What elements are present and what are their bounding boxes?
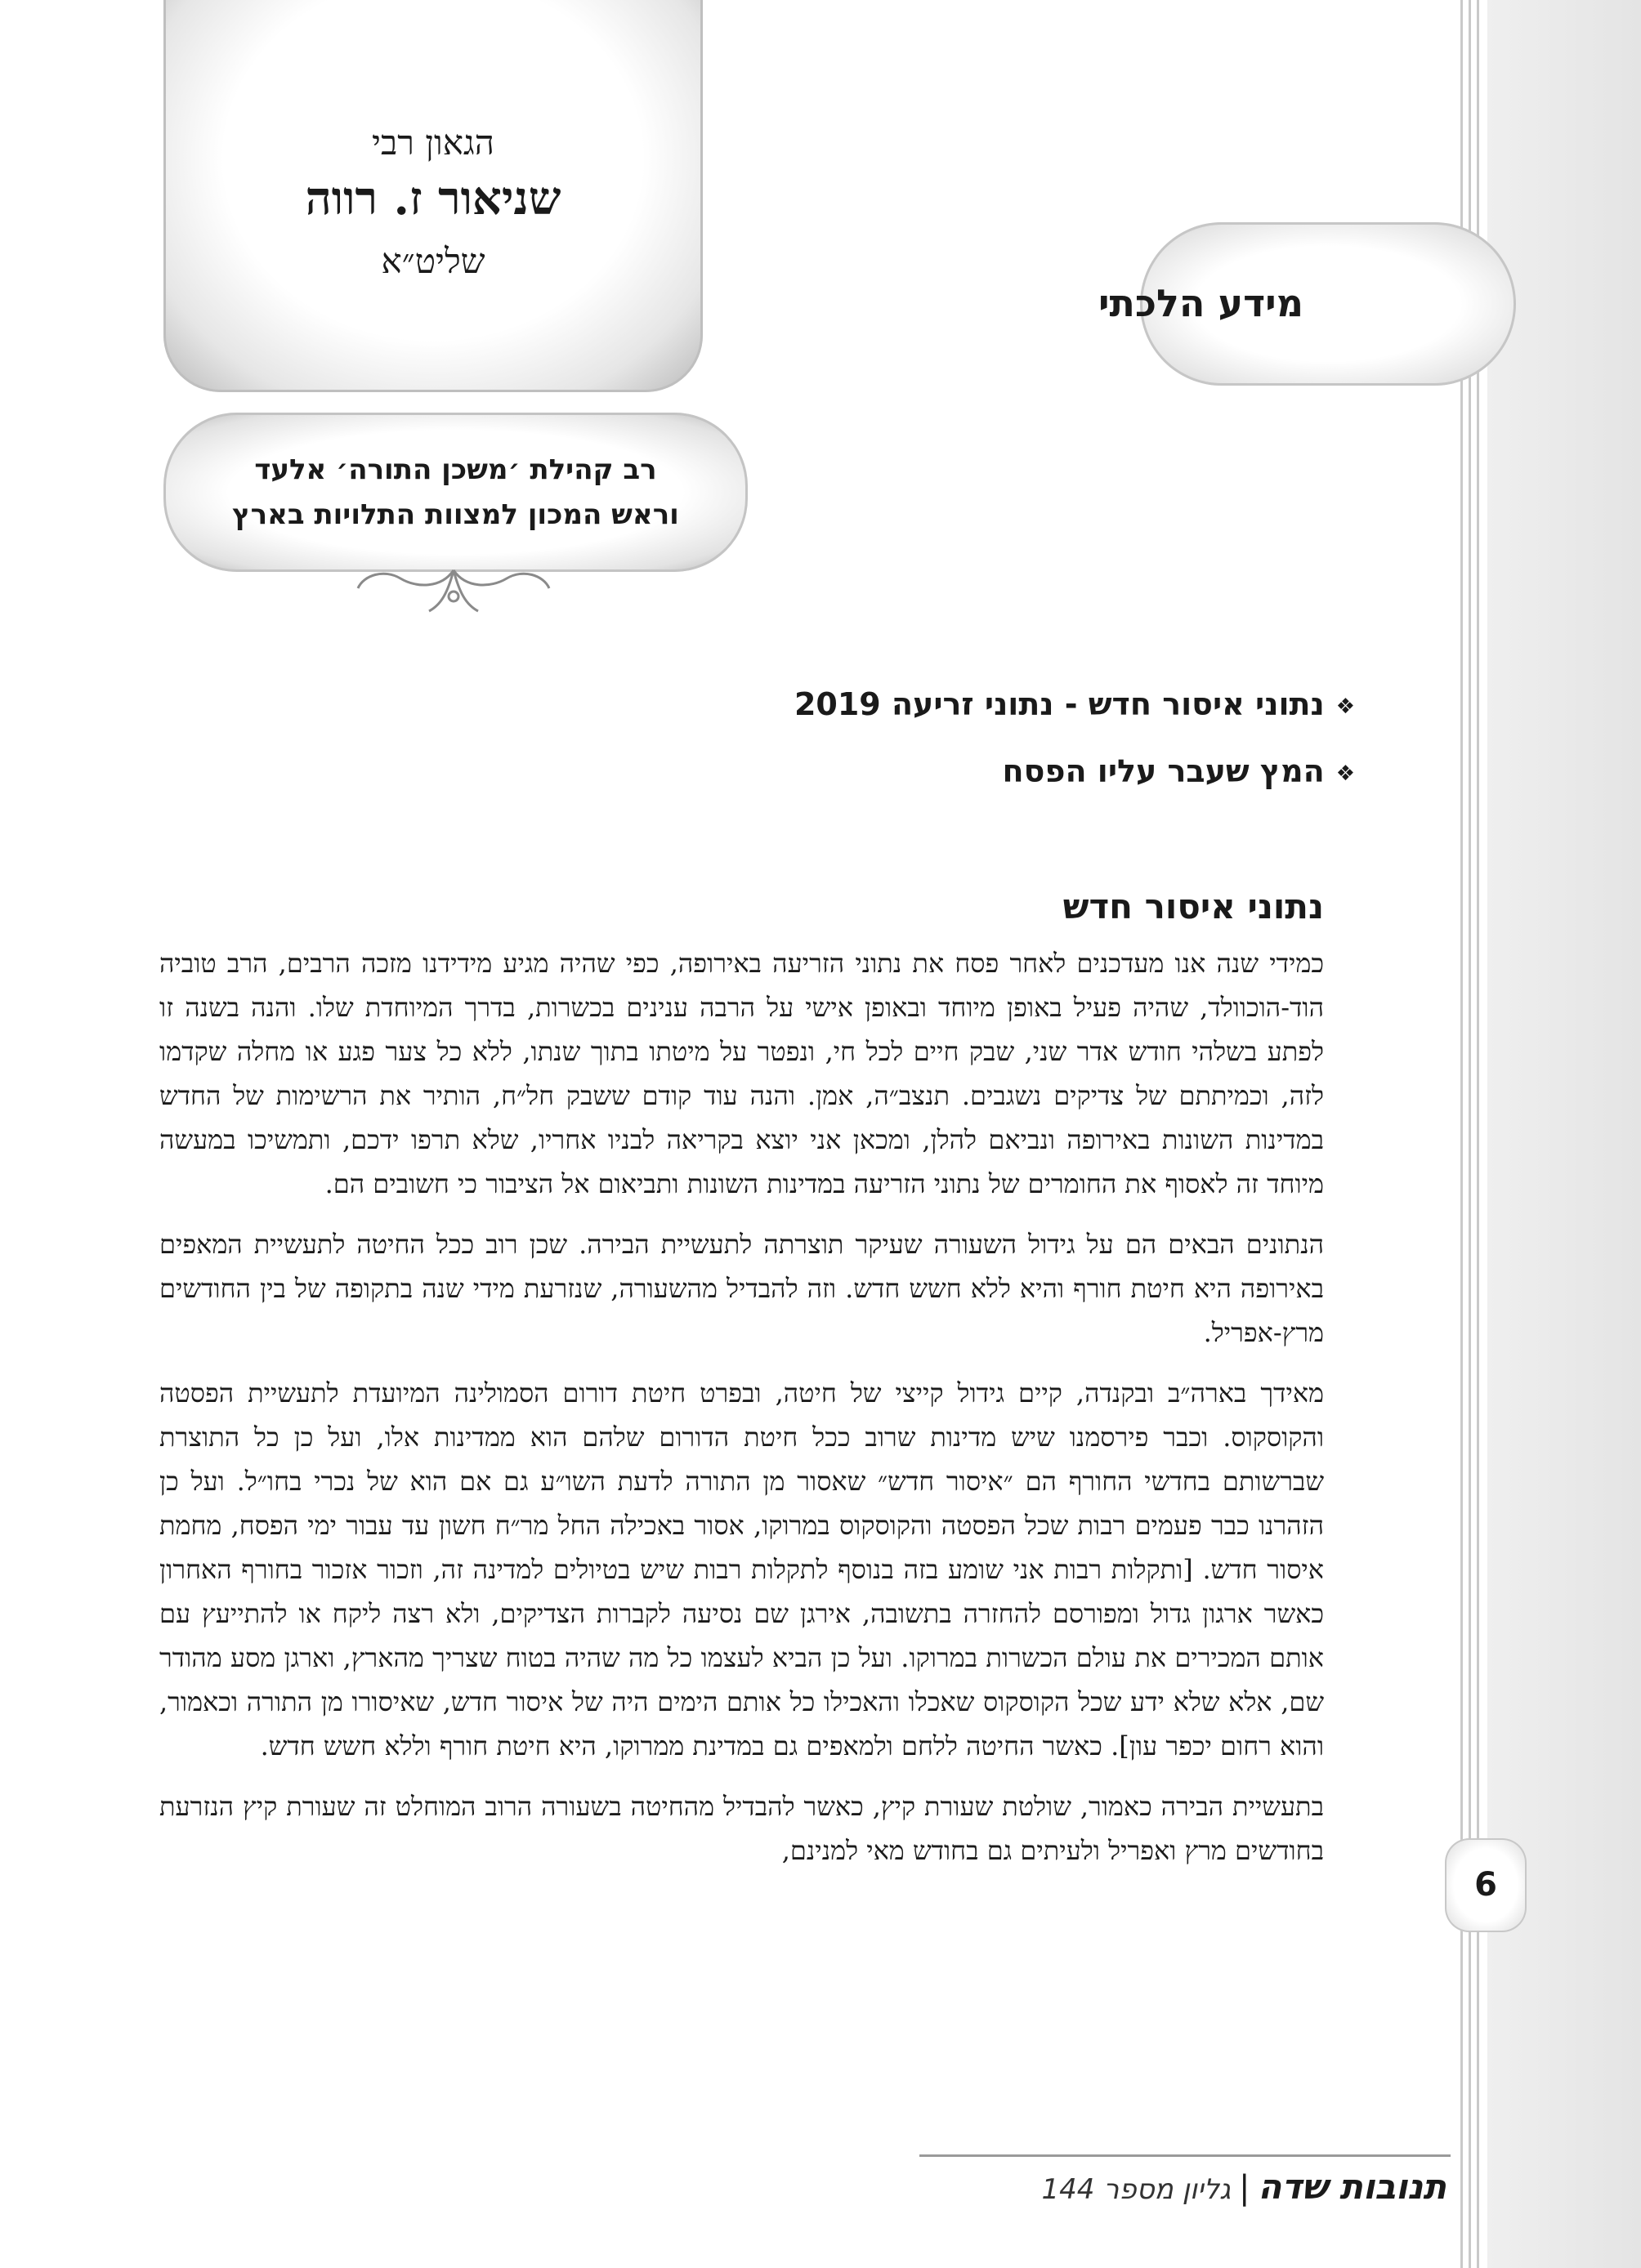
article-paragraph: מאידך בארה״ב ובקנדה, קיים גידול קייצי של חיטה, ובפרט חיטת דורום הסמולינה המיועדת לתעשיית הפסטה והקוסקוס. וכבר פירסמנו שיש מדינות שרוב ככל חיטת הדורום שלהם הוא ממדינות אלו, ועל כן כל התוצרת שברשותם בחדשי החורף הם ״איסור חדש״ שאסור מן התורה לדעת השו״ע גם אם הוא של נכרי בחו״ל. ועל כן הזהרנו כבר פעמים רבות שכל הפסטה והקוסקוס במרוקו, אסור באכילה החל מר״ח חשון עד עבור ימי הפסח, מחמת איסור חדש. [ותקלות רבות אני שומע בזה בנוסף לתקלות רבות שיש בטיולים למדינה זה, וזכור אזכור בחורף האחרון כאשר ארגון גדול ומפורסם להחזרה בתשובה, אירגן שם נסיעה לקברות הצדיקים, ולא רצה ליקח או להתייעץ עם אותם המכירים את עולם הכשרות במרוקו. ועל כן הביא לעצמו כל מה שהיה בטוח שצריך מהארץ, וארגן מסע מהודר שם, אלא שלא ידע שכל הקוסקוס שאכלו והאכילו כל אותם הימים היה של איסור חדש, שאיסורו מן התורה וכאמור, והוא רחום יכפר עון]. כאשר החיטה ללחם ולמאפים גם במדינת ממרוקו, היא חיטת חורף וללא חשש חדש. (159, 1377, 1325, 1761)
toc-item (794, 686, 1355, 722)
article-paragraph: בתעשיית הבירה כאמור, שולטת שעורת קיץ, כאשר להבדיל מהחיטה בשעורה הרוב המוחלט זה שעורת קיץ הנזרעת בחודשים מרץ ואפריל ולעיתים גם בחודש מאי למנינם, (159, 1791, 1324, 1866)
author-role-frame (163, 413, 748, 572)
article-body (159, 886, 1324, 1889)
page-number: 6 (1445, 1838, 1527, 1932)
publication-name: תנובות שדה (1258, 2167, 1446, 2207)
author-suffix: שליט״א (381, 241, 485, 281)
footer-separator: | (1239, 2169, 1250, 2207)
author-title: הגאון רבי (372, 123, 494, 163)
footer-rule (919, 2154, 1451, 2157)
article-heading: נתוני איסור חדש (1062, 886, 1324, 926)
section-label: מידע הלכתי (1098, 281, 1303, 325)
footer (1041, 2167, 1446, 2207)
toc-item-text: נתוני איסור חדש - נתוני זריעה 2019 (794, 686, 1325, 722)
flourish-ornament-icon (351, 564, 556, 621)
author-frame (163, 0, 703, 392)
article-paragraph: הנתונים הבאים הם על גידול השעורה שעיקר תוצרתה לתעשיית הבירה. שכן רוב ככל החיטה לתעשיית המאפים באירופה היא חיטת חורף והיא ללא חשש חדש. וזה להבדיל מהשעורה, שנזרעת מידי שנה בתקופה של בין החודשים מרץ-אפריל. (159, 1229, 1325, 1348)
author-name: שניאור ז. רווה (305, 172, 561, 225)
section-label-tab (1098, 222, 1516, 386)
author-role-line: וראש המכון למצוות התלויות בארץ (232, 498, 679, 531)
article-paragraph: כמידי שנה אנו מעדכנים לאחר פסח את נתוני הזריעה באירופה, כפי שהיה מגיע מידידנו מזכה הרבים, הרב טוביה הוד-הוכוולד, שהיה פעיל באופן מיוחד ובאופן אישי על הרבה ענינים בכשרות, בדרך המיוחדת שלו. והנה בשנה זו לפתע בשלהי חודש אדר שני, שבק חיים לכל חי, ונפטר על מיטתו בתוך שנתו, ללא כל צער פגע או מחלה שקדמו לזה, וכמיתתם של צדיקים נשגבים. תנצב״ה, אמן. והנה עוד קודם ששבק חל״ח, הותיר את הרשימות של החדש במדינות השונות באירופה ונביאם להלן, ומכאן אני יוצא בקריאה לבניו אחריו, שלא תרפו ידכם, ותמשיכו במעשה מיוחד זה לאסוף את החומרים של נתוני הזריעה במדינות השונות ותביאום אל הציבור כי חשובים הם. (159, 948, 1325, 1199)
toc-item-text: המץ שעבר עליו הפסח (1002, 753, 1325, 789)
issue-number: גליון מספר 144 (1041, 2173, 1232, 2206)
author-role-line: רב קהילת ׳משכן התורה׳ אלעד (254, 453, 657, 486)
toc-item (1003, 753, 1355, 789)
diamond-bullet-icon: ❖ (1335, 761, 1355, 786)
diamond-bullet-icon: ❖ (1335, 694, 1355, 719)
